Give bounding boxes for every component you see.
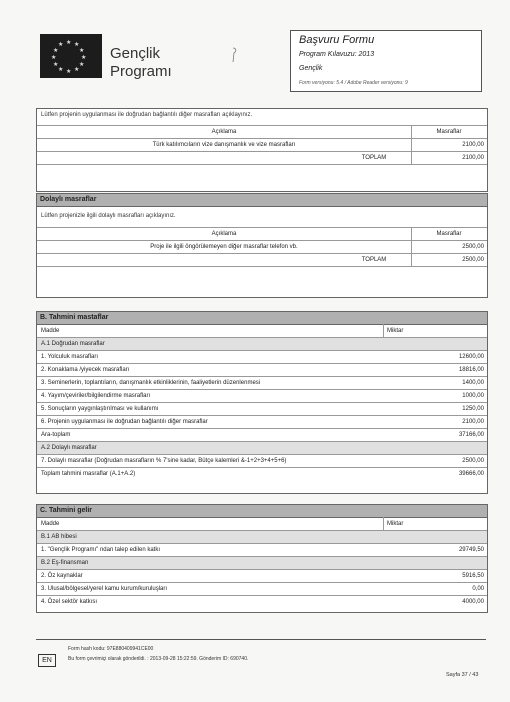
footer-divider [36, 639, 486, 640]
col-amount: Miktar [387, 328, 404, 334]
table-row [37, 402, 487, 415]
row-value: 1000,00 [462, 393, 484, 399]
table-row [37, 569, 487, 582]
table-row [37, 363, 487, 376]
indirect-heading-text: Dolaylı masraflar [40, 196, 97, 203]
form-version: Form versiyonu: 5.4 / Adobe Reader versiyonu: 9 [299, 80, 408, 86]
other-costs-section [36, 108, 488, 192]
table-row [37, 582, 487, 595]
table-subheading-row [37, 337, 487, 350]
col-description: Açıklama [211, 129, 237, 135]
eu-flag-logo: ★ ★ ★ ★ ★ ★ ★ ★ ★ ★ ★ ★ [40, 34, 102, 78]
indirect-instruction: Lütfen projenizle ilgili dolaylı masrafları açıklayınız. [41, 213, 176, 219]
table-row [37, 428, 487, 441]
table-row [37, 595, 487, 608]
table-row [37, 543, 487, 556]
form-info-box [290, 30, 482, 92]
row-value: 29749,50 [458, 547, 484, 553]
estimated-income-table [36, 517, 488, 613]
other-costs-header-row [37, 125, 487, 138]
indirect-total-row [37, 253, 487, 267]
row-label: A.1 Doğrudan masraflar [41, 341, 105, 347]
estimated-costs-header-row [37, 324, 487, 337]
col-item: Madde [41, 328, 60, 334]
program-name: Gençlik [299, 65, 323, 72]
estimated-income-header-row [37, 517, 487, 530]
table-row [37, 376, 487, 389]
indirect-costs-section [36, 206, 488, 298]
row-label: A.2 Dolaylı masraflar [41, 445, 97, 451]
estimated-costs-heading [36, 311, 488, 325]
row-label: 3. Seminerlerin, toplantıların, danışmanlık etkinliklerinin, faaliyetlerin düzenlenmesi [41, 380, 261, 386]
program-title-line1: Gençlik [110, 45, 161, 62]
row-label: B.2 Eş-finansman [41, 560, 89, 566]
row-value: 4000,00 [462, 599, 484, 605]
row-label: Toplam tahmini masraflar (A.1+A.2) [41, 471, 136, 477]
estimated-income-heading-text: C. Tahmini gelir [40, 507, 92, 514]
table-row [37, 415, 487, 428]
row-label: 4. Özel sektör katkısı [41, 599, 98, 605]
language-badge: EN [38, 654, 56, 667]
col-cost: Masraflar [436, 129, 462, 135]
program-title-line2: Programı [110, 63, 172, 80]
other-costs-total: 2100,00 [462, 155, 484, 161]
row-value: 12600,00 [458, 354, 484, 360]
form-title: Başvuru Formu [299, 34, 375, 46]
row-label: 1. "Gençlik Programı" ndan talep edilen katkı [41, 547, 160, 553]
col-amount: Miktar [387, 521, 404, 527]
table-row [37, 454, 487, 467]
row-value: 1400,00 [462, 380, 484, 386]
row-value: 39666,00 [458, 471, 484, 477]
program-guide: Program Kılavuzu: 2013 [299, 51, 375, 58]
row-value: 37166,00 [458, 432, 484, 438]
form-hash: Form hash kodu: 97E880409941CE00 [68, 646, 154, 652]
table-row [37, 350, 487, 363]
estimated-costs-heading-text: B. Tahmini mastaflar [40, 314, 109, 321]
indirect-header-row [37, 227, 487, 240]
row-label: 7. Dolaylı masraflar (Doğrudan masrafların % 7'sine kadar, Bütçe kalemleri &-1+2+3+4+5+6) [41, 458, 287, 464]
indirect-costs-heading [36, 193, 488, 207]
table-row [37, 389, 487, 402]
row-value: 0,00 [472, 586, 484, 592]
estimated-income-heading [36, 504, 488, 518]
row-label: 1. Yolculuk masrafları [41, 354, 99, 360]
estimated-costs-table [36, 324, 488, 494]
row-value: 2100,00 [462, 419, 484, 425]
indirect-row-cost: 2500,00 [462, 244, 484, 250]
row-label: 6. Projenin uygulanması ile doğrudan bağlantılı diğer masraflar [41, 419, 208, 425]
row-value: 2500,00 [462, 458, 484, 464]
col-description: Açıklama [211, 231, 237, 237]
row-value: 5916,50 [462, 573, 484, 579]
other-costs-total-row [37, 151, 487, 165]
total-label: TOPLAM [361, 155, 387, 161]
other-costs-row [37, 138, 487, 151]
row-value: 1250,00 [462, 406, 484, 412]
row-label: 4. Yayım/çeviriler/bilgilendirme masrafları [41, 393, 151, 399]
row-value: 18816,00 [458, 367, 484, 373]
col-cost: Masraflar [436, 231, 462, 237]
indirect-row-desc: Proje ile ilgili öngörülemeyen diğer masraflar telefon vb. [150, 244, 298, 250]
row-label: B.1 AB hibesi [41, 534, 77, 540]
table-row [37, 467, 487, 480]
col-item: Madde [41, 521, 60, 527]
indirect-total: 2500,00 [462, 257, 484, 263]
table-subheading-row [37, 530, 487, 543]
row-label: 2. Konaklama /yiyecek masrafları [41, 367, 130, 373]
submission-info: Bu form çevrimiçi olarak gönderildi. : 2013-09-28 15:22:59. Gönderim ID: 690740. [68, 656, 249, 662]
row-label: 3. Ulusal/bölgesel/yerel kamu kurum/kuruluşları [41, 586, 168, 592]
program-title [110, 45, 172, 81]
total-label: TOPLAM [361, 257, 387, 263]
handwritten-mark-icon [229, 47, 239, 63]
other-costs-row-cost: 2100,00 [462, 142, 484, 148]
row-label: 2. Öz kaynaklar [41, 573, 83, 579]
other-costs-instruction: Lütfen projenin uygulanması ile doğrudan bağlantılı diğer masrafları açıklayınız. [41, 112, 253, 118]
table-subheading-row [37, 441, 487, 454]
other-costs-row-desc: Türk katılımcıların vize danışmanlık ve vize masrafları [152, 142, 296, 148]
row-label: Ara-toplam [41, 432, 71, 438]
table-subheading-row [37, 556, 487, 569]
row-label: 5. Sonuçların yaygınlaştırılması ve kullanımı [41, 406, 159, 412]
indirect-row [37, 240, 487, 253]
page-number: Sayfa 37 / 43 [446, 672, 479, 678]
